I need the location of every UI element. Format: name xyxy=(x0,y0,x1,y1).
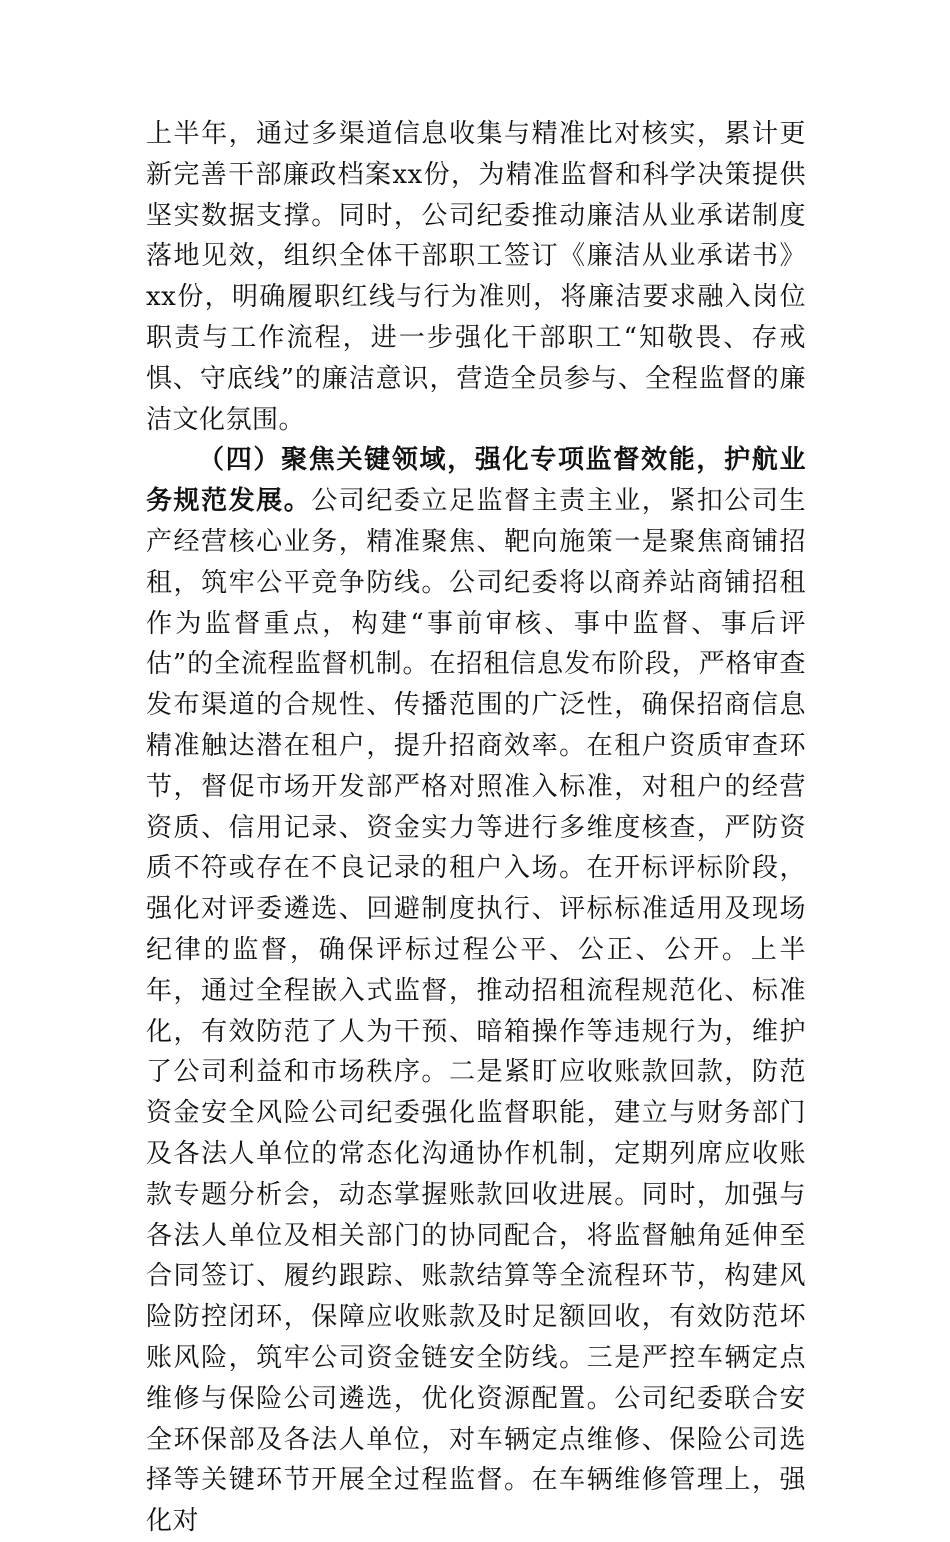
paragraph-1: 上半年，通过多渠道信息收集与精准比对核实，累计更新完善干部廉政档案xx份，为精准监督和科学决策提供坚实数据支撑。同时，公司纪委推动廉洁从业承诺制度落地见效，组织全体干部职工签订《廉洁从业承诺书》xx份，明确履职红线与行为准则，将廉洁要求融入岗位职责与工作流程，进一步强化干部职工“知敬畏、存戒惧、守底线”的廉洁意识，营造全员参与、全程监督的廉洁文化氛围。 xyxy=(146,119,806,435)
paragraph-2-body: 公司纪委立足监督主责主业，紧扣公司生产经营核心业务，精准聚焦、靶向施策一是聚焦商铺招租，筑牢公平竞争防线。公司纪委将以商养站商铺招租作为监督重点，构建“事前审核、事中监督、事后评估”的全流程监督机制。在招租信息发布阶段，严格审查发布渠道的合规性、传播范围的广泛性，确保招商信息精准触达潜在租户，提升招商效率。在租户资质审查环节，督促市场开发部严格对照准入标准，对租户的经营资质、信用记录、资金实力等进行多维度核查，严防资质不符或存在不良记录的租户入场。在开标评标阶段，强化对评委遴选、回避制度执行、评标标准适用及现场纪律的监督，确保评标过程公平、公正、公开。上半年，通过全程嵌入式监督，推动招租流程规范化、标准化，有效防范了人为干预、暗箱操作等违规行为，维护了公司利益和市场秩序。二是紧盯应收账款回款，防范资金安全风险公司纪委强化监督职能，建立与财务部门及各法人单位的常态化沟通协作机制，定期列席应收账款专题分析会，动态掌握账款回收进展。同时，加强与各法人单位及相关部门的协同配合，将监督触角延伸至合同签订、履约跟踪、账款结算等全流程环节，构建风险防控闭环，保障应收账款及时足额回收，有效防范坏账风险，筑牢公司资金链安全防线。三是严控车辆定点维修与保险公司遴选，优化资源配置。公司纪委联合安全环保部及各法人单位，对车辆定点维修、保险公司选择等关键环节开展全过程监督。在车辆维修管理上，强化对 xyxy=(146,486,806,1537)
paragraph-2 xyxy=(146,440,806,1542)
section-heading: （四）聚焦关键领域，强化专项监督效能，护航业务规范发展。 xyxy=(146,445,806,517)
document-body xyxy=(146,114,806,1542)
